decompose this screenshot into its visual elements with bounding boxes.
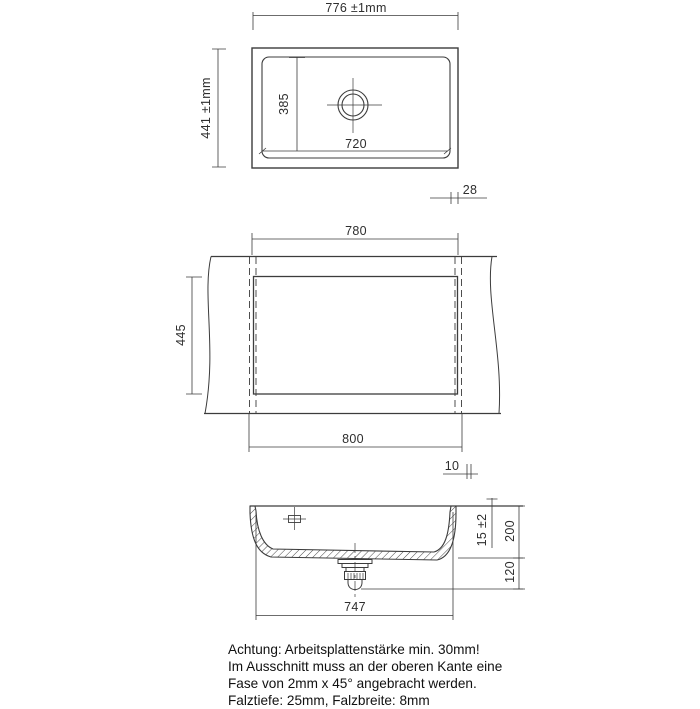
dim-label-edge-offset: 28 (462, 183, 478, 197)
drain-hole-top-icon (327, 78, 382, 133)
dim-28-lines (430, 192, 487, 204)
dim-label-cutout-height: 445 (174, 324, 188, 346)
bowl-wall-section (250, 506, 456, 560)
dim-label-bowl-width: 720 (345, 137, 367, 151)
dim-label-reveal: 10 (444, 459, 460, 473)
dim-441-lines (212, 49, 226, 167)
top-view (212, 12, 487, 204)
dim-label-outer-width: 776 ±1mm (325, 1, 387, 15)
dim-label-drain-clearance: 120 (503, 561, 517, 583)
hidden-cutout-edges (250, 257, 462, 413)
tap-hole-marker-icon (283, 507, 306, 530)
note-line-4: Falztiefe: 25mm, Falzbreite: 8mm (228, 693, 430, 708)
note-line-3: Fase von 2mm x 45° angebracht werden. (228, 676, 477, 691)
dim-label-rim: 15 ±2 (475, 513, 489, 547)
note-line-1: Achtung: Arbeitsplattenstärke min. 30mm! (228, 642, 480, 657)
dim-label-outer-height: 441 ±1mm (199, 77, 213, 139)
note-line-2: Im Ausschnitt muss an der oberen Kante eine (228, 659, 503, 674)
dim-label-bottom-width: 747 (344, 600, 366, 614)
dim-label-drain-position: 385 (277, 93, 291, 115)
dim-label-outer-width-2: 800 (342, 432, 364, 446)
dim-label-cutout-width: 780 (345, 224, 367, 238)
dim-445-lines (186, 277, 202, 394)
installation-notes (228, 641, 502, 709)
dim-label-depth: 200 (503, 520, 517, 542)
dim-385-lines (289, 57, 305, 151)
